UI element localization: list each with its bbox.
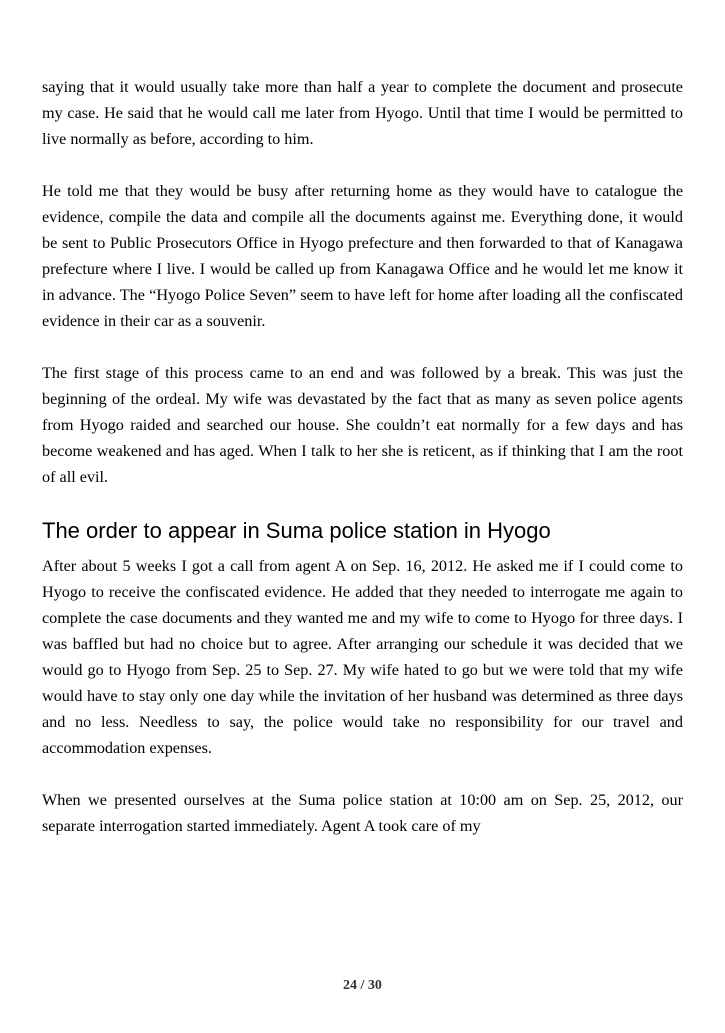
- document-page: [42, 74, 683, 865]
- paragraph-3: The first stage of this process came to an end and was followed by a break. This was just the beginning of the ordeal. My wife was devastated by the fact that as many as seven police agents from Hyogo raided and searched our house. She couldn’t eat normally for a few days and has become weakened and has aged. When I talk to her she is reticent, as if thinking that I am the root of all evil.: [42, 364, 683, 486]
- paragraph-5: When we presented ourselves at the Suma police station at 10:00 am on Sep. 25, 2012, our separate interrogation started immediately. Agent A took care of my: [42, 791, 683, 835]
- paragraph-4: After about 5 weeks I got a call from agent A on Sep. 16, 2012. He asked me if I could come to Hyogo to receive the confiscated evidence. He added that they needed to interrogate me again to complete the case documents and they wanted me and my wife to come to Hyogo for three days. I was baffled but had no choice but to agree. After arranging our schedule it was decided that we would go to Hyogo from Sep. 25 to Sep. 27. My wife hated to go but we were told that my wife would have to stay only one day while the invitation of her husband was determined as three days and no less. Needless to say, the police would take no responsibility for our travel and accommodation expenses.: [42, 557, 683, 757]
- section-heading: The order to appear in Suma police station in Hyogo: [42, 518, 551, 543]
- paragraph-1: saying that it would usually take more than half a year to complete the document and prosecute my case. He said that he would call me later from Hyogo. Until that time I would be permitted to live normally as before, according to him.: [42, 78, 683, 148]
- page-number: 24 / 30: [343, 978, 382, 993]
- paragraph-2: He told me that they would be busy after returning home as they would have to catalogue the evidence, compile the data and compile all the documents against me. Everything done, it would be sent to Public Prosecutors Office in Hyogo prefecture and then forwarded to that of Kanagawa prefecture where I live. I would be called up from Kanagawa Office and he would let me know it in advance. The “Hyogo Police Seven” seem to have left for home after loading all the confiscated evidence in their car as a souvenir.: [42, 182, 683, 330]
